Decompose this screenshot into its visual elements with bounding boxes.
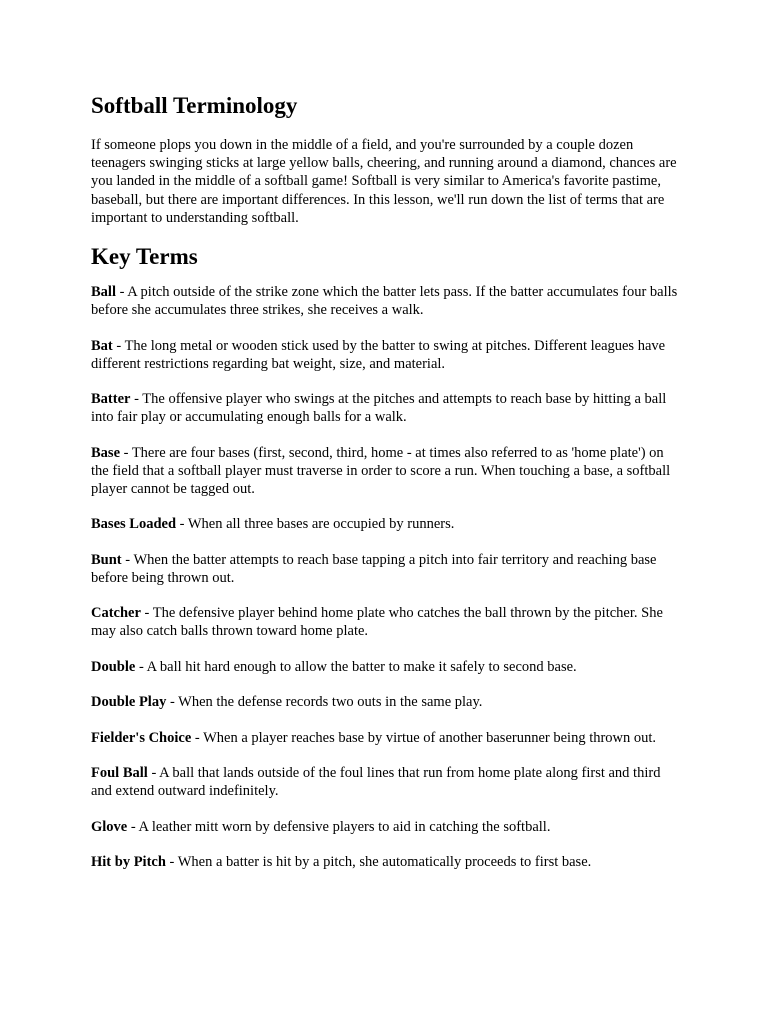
term-name: Catcher (91, 605, 141, 622)
term-name: Double (91, 658, 136, 675)
term-definition: - The defensive player behind home plate who catches the ball thrown by the pitcher. She may also catch balls thrown toward home plate. (91, 605, 663, 640)
document-title: Softball Terminology (91, 93, 298, 118)
term-name: Foul Ball (91, 765, 148, 782)
term-definition: - A ball that lands outside of the foul lines that run from home plate along first and third and extend outward indefinitely. (91, 765, 661, 800)
term-name: Ball (91, 284, 116, 301)
term-definition: - The long metal or wooden stick used by the batter to swing at pitches. Different leagues have different restrictions regarding bat weight, size, and material. (91, 337, 666, 372)
term-definition: - When all three bases are occupied by runners. (176, 516, 455, 533)
term-entry (91, 604, 681, 640)
term-name: Glove (91, 818, 128, 835)
term-definition: - A leather mitt worn by defensive players to aid in catching the softball. (127, 818, 551, 835)
term-name: Bases Loaded (91, 516, 177, 533)
term-definition: - A pitch outside of the strike zone which the batter lets pass. If the batter accumulates four balls before she accumulates three strikes, she receives a walk. (91, 284, 678, 319)
term-name: Double Play (91, 694, 167, 711)
term-definition: - When a player reaches base by virtue of another baserunner being thrown out. (191, 729, 657, 746)
term-name: Batter (91, 391, 131, 408)
term-name: Base (91, 444, 120, 461)
term-definition: - When a batter is hit by a pitch, she automatically proceeds to first base. (165, 854, 592, 871)
term-name: Hit by Pitch (91, 854, 166, 871)
term-entry (91, 390, 681, 426)
term-name: Bunt (91, 551, 122, 568)
term-name: Bat (91, 337, 113, 354)
intro-paragraph: If someone plops you down in the middle of a field, and you're surrounded by a couple dozen teenagers swinging sticks at large yellow balls, cheering, and running around a diamond, chances are you landed in the middle of a softball game! Softball is very similar to America's favorite pastime, baseball, but there are important differences. In this lesson, we'll run down the list of terms that are important to understanding softball. (91, 137, 677, 226)
term-entry (91, 283, 681, 319)
term-definition: - There are four bases (first, second, third, home - at times also referred to as 'home plate') on the field that a softball player must traverse in order to score a run. When touching a base, a softball player cannot be tagged out. (91, 444, 671, 497)
term-entry (91, 729, 681, 747)
term-name: Fielder's Choice (91, 729, 192, 746)
term-entry (91, 551, 681, 587)
term-definition: - The offensive player who swings at the pitches and attempts to reach base by hitting a ball into fair play or accumulating enough balls for a walk. (91, 391, 667, 426)
term-definition: - When the defense records two outs in the same play. (166, 694, 483, 711)
term-entry (91, 337, 681, 373)
term-entry (91, 693, 681, 711)
term-list (91, 283, 681, 871)
term-definition: - When the batter attempts to reach base tapping a pitch into fair territory and reaching base before being thrown out. (91, 551, 657, 586)
term-entry (91, 818, 681, 836)
term-entry (91, 658, 681, 676)
document-page (91, 92, 681, 889)
term-definition: - A ball hit hard enough to allow the batter to make it safely to second base. (135, 658, 577, 675)
key-terms-heading: Key Terms (91, 244, 198, 270)
term-entry (91, 444, 681, 498)
term-entry (91, 853, 681, 871)
term-entry (91, 764, 681, 800)
term-entry (91, 515, 681, 533)
